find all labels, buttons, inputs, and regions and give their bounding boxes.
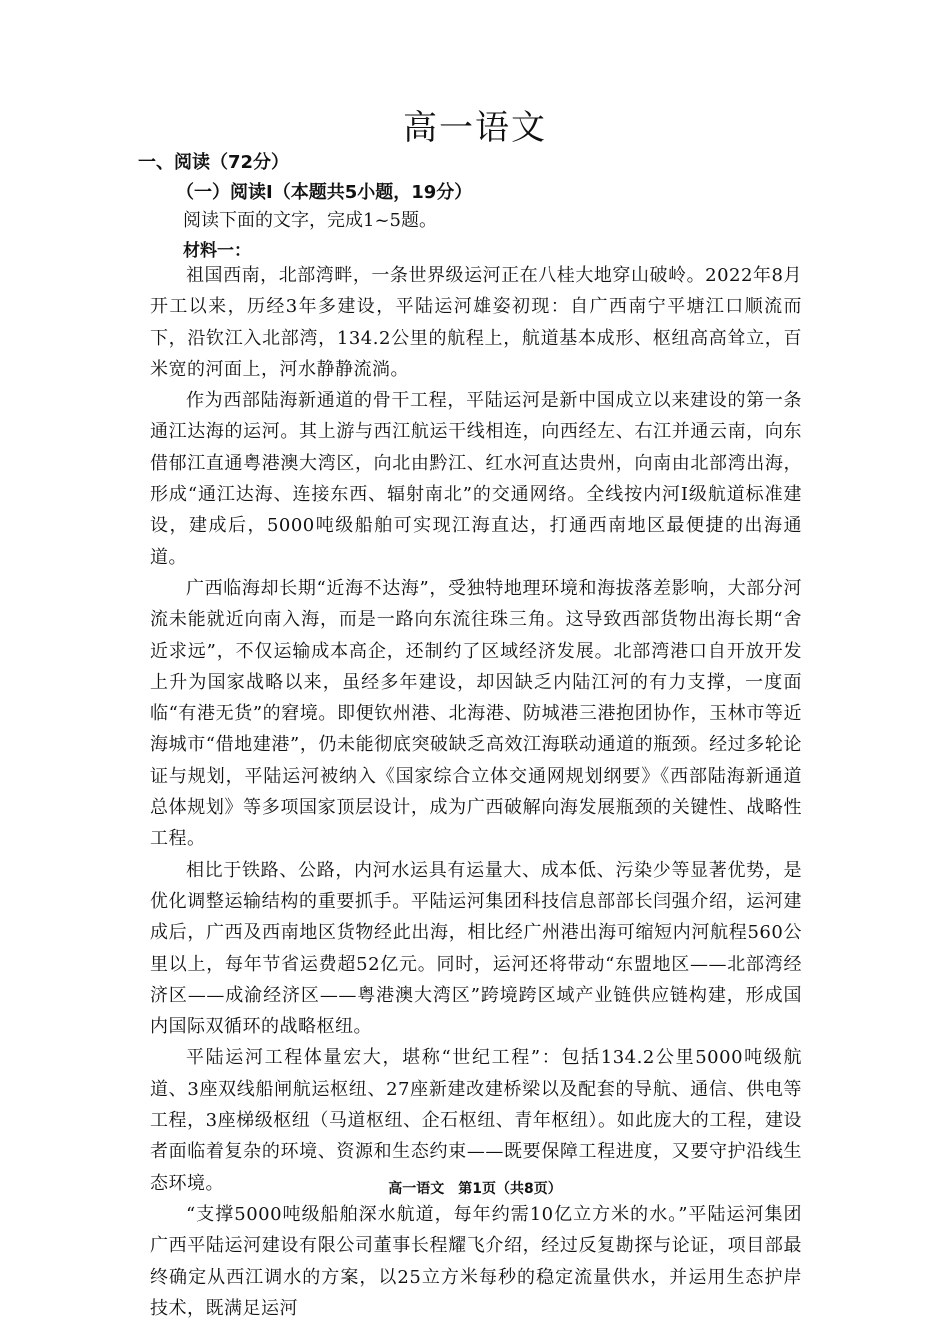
reading-instruction: 阅读下面的文字，完成1~5题。	[183, 210, 437, 231]
paragraph: 广西临海却长期“近海不达海”，受独特地理环境和海拔落差影响，大部分河流未能就近向南入海，而是一路向东流往珠三角。这导致西部货物出海长期“舍近求远”，不仅运输成本高企，还制约了区域经济发展。北部湾港口自开放开发上升为国家战略以来，虽经多年建设，却因缺乏内陆江河的有力支撑，一度面临“有港无货”的窘境。即便钦州港、北海港、防城港三港抱团协作，玉林市等近海城市“借地建港”，仍未能彻底突破缺乏高效江海联动通道的瓶颈。经过多轮论证与规划，平陆运河被纳入《国家综合立体交通网规划纲要》《西部陆海新通道总体规划》等多项国家顶层设计，成为广西破解向海发展瓶颈的关键性、战略性工程。	[150, 577, 802, 850]
paragraph: 平陆运河工程体量宏大，堪称“世纪工程”：包括134.2公里5000吨级航道、3座双线船闸航运枢纽、27座新建改建桥梁以及配套的导航、通信、供电等工程，3座梯级枢纽（马道枢纽、企石枢纽、青年枢纽）。如此庞大的工程，建设者面临着复杂的环境、资源和生态约束——既要保障工程进度，又要守护沿线生态环境。	[150, 1047, 802, 1194]
material-label: 材料一：	[183, 241, 251, 261]
page-footer: 高一语文 第1页（共8页）	[388, 1181, 562, 1197]
paragraph: 作为西部陆海新通道的骨干工程，平陆运河是新中国成立以来建设的第一条通江达海的运河。其上游与西江航运干线相连，向西经左、右江并通云南，向东借郁江直通粤港澳大湾区，向北由黔江、红水河直达贵州，向南由北部湾出海，形成“通江达海、连接东西、辐射南北”的交通网络。全线按内河Ⅰ级航道标准建设，建成后，5000吨级船舶可实现江海直达，打通西南地区最便捷的出海通道。	[150, 390, 802, 568]
section-heading: 一、阅读（72分）	[138, 152, 290, 173]
material-body	[150, 260, 802, 1324]
paragraph: 相比于铁路、公路，内河水运具有运量大、成本低、污染少等显著优势，是优化调整运输结构的重要抓手。平陆运河集团科技信息部部长闫强介绍，运河建成后，广西及西南地区货物经此出海，相比经广州港出海可缩短内河航程560公里以上，每年节省运费超52亿元。同时，运河还将带动“东盟地区——北部湾经济区——成渝经济区——粤港澳大湾区”跨境跨区域产业链供应链构建，形成国内国际双循环的战略枢纽。	[150, 859, 802, 1038]
page-title: 高一语文	[403, 108, 547, 148]
paragraph: “支撑5000吨级船舶深水航道，每年约需10亿立方米的水。”平陆运河集团广西平陆运河建设有限公司董事长程耀飞介绍，经过反复勘探与论证，项目部最终确定从西江调水的方案，以25立方米每秒的稳定流量供水，并运用生态护岸技术，既满足运河	[150, 1203, 802, 1319]
paragraph: 祖国西南，北部湾畔，一条世界级运河正在八桂大地穿山破岭。2022年8月开工以来，历经3年多建设，平陆运河雄姿初现：自广西南宁平塘江口顺流而下，沿钦江入北部湾，134.2公里的航程上，航道基本成形、枢纽高高耸立，百米宽的河面上，河水静静流淌。	[150, 265, 802, 380]
subsection-heading: （一）阅读Ⅰ（本题共5小题，19分）	[176, 182, 473, 203]
